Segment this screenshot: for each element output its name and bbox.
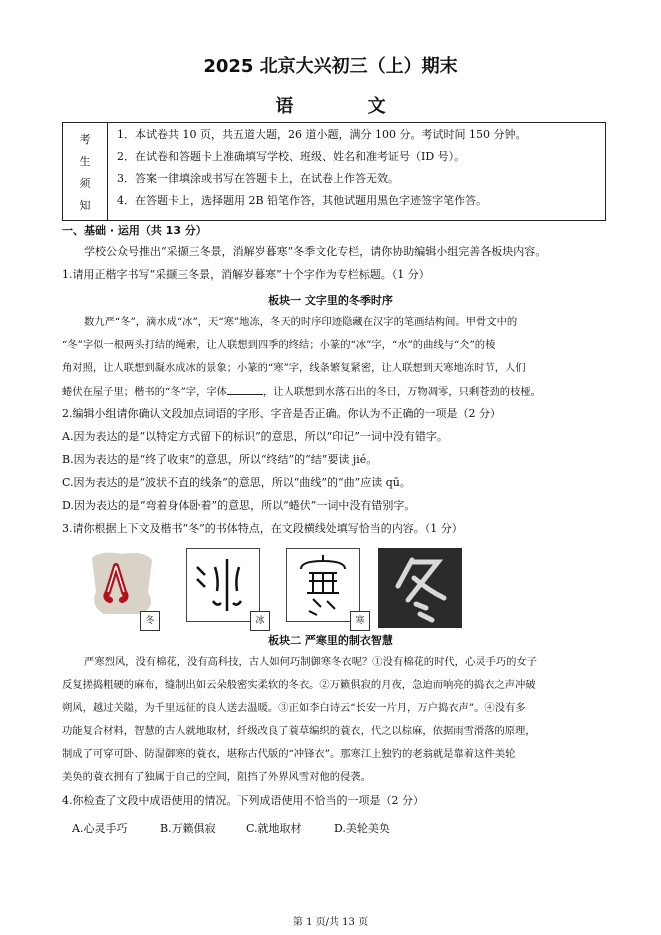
block1-line: 数九严“冬”，滴水成“冰”，天“寒”地冻，冬天的时序印迹隐藏在汉字的笔画结构间。甲骨文中的 [84, 316, 518, 328]
block2-line: 美奂的蓑衣拥有了独属于自己的空间，阻挡了外界风雪对他的侵袭。 [62, 771, 371, 783]
q4-option-b: B.万籁俱寂 [160, 822, 216, 835]
notice-label-column [63, 123, 108, 220]
notice-label-char: 知 [79, 199, 91, 212]
block1-line [62, 384, 541, 399]
image-caption: 寒 [350, 611, 370, 631]
regular-script-dong-rubbing [378, 548, 462, 628]
q4-option-d: D.美轮美奂 [334, 822, 390, 835]
q2-option-c: C.因为表达的是“波状不直的线条”的意思，所以“曲线”的“曲”应读 qū。 [62, 476, 411, 489]
block2-title: 板块二 严寒里的制衣智慧 [268, 634, 393, 647]
notice-item: 2．在试卷和答题卡上准确填写学校、班级、姓名和准考证号（ID 号）。 [117, 150, 466, 163]
block1-title: 板块一 文字里的冬季时序 [268, 294, 393, 307]
block1-line: “冬”字似一根两头打结的绳索，让人联想到四季的终结；小篆的“冰”字，“水”的曲线与“仌”的棱 [62, 339, 496, 351]
question-2: 2.编辑小组请你确认文段加点词语的字形、字音是否正确。你认为不正确的一项是（2 分） [62, 407, 501, 420]
fill-in-blank[interactable] [227, 384, 263, 395]
q4-option-a: A.心灵手巧 [72, 822, 128, 835]
block2-line: 制成了可穿可卧、防湿御寒的蓑衣，堪称古代版的“冲锋衣”。那寒江上独钓的老翁就是靠着这件美轮 [62, 748, 516, 760]
question-4: 4.你检查了文段中成语使用的情况。下列成语使用不恰当的一项是（2 分） [62, 794, 424, 807]
candidate-notice-box [62, 122, 606, 221]
oracle-bone-dong-image [86, 548, 158, 620]
block2-line: 严寒烈风，没有棉花，没有高科技，古人如何巧制御寒冬衣呢？①没有棉花的时代，心灵手巧的女子 [84, 656, 538, 668]
block2-line: 反复搓捣粗硬的麻布，缝制出如云朵般密实柔软的冬衣。②万籁俱寂的月夜，急迫而响亮的捣衣之声冲破 [62, 679, 536, 691]
q2-option-b: B.因为表达的是“终了收束”的意思，所以“终结”的“结”要读 jié。 [62, 453, 378, 466]
notice-label-char: 须 [79, 177, 91, 190]
block1-line-part: 蜷伏在屋子里；楷书的“冬”字，字体 [62, 386, 227, 398]
q4-option-c: C.就地取材 [246, 822, 302, 835]
notice-item: 4．在答题卡上，选择题用 2B 铅笔作答，其他试题用黑色字迹签字笔作答。 [117, 194, 488, 207]
q2-option-d: D.因为表达的是“弯着身体卧着”的意思，所以“蜷伏”一词中没有错别字。 [62, 499, 416, 512]
subject-title: 语 文 [275, 96, 420, 117]
exam-title: 2025 北京大兴初三（上）期末 [203, 56, 458, 77]
question-3: 3.请你根据上下文及楷书“冬”的书体特点，在文段横线处填写恰当的内容。（1 分） [62, 522, 463, 535]
block1-line: 角对照，让人联想到凝水成冰的景象；小篆的“寒”字，线条繁复紧密，让人联想到天寒地冻时节，人们 [62, 362, 526, 374]
image-caption: 冰 [250, 611, 270, 631]
image-caption: 冬 [140, 611, 160, 631]
notice-label-char: 考 [79, 133, 91, 146]
page-footer: 第 1 页/共 13 页 [292, 917, 369, 928]
notice-item: 1．本试卷共 10 页，共五道大题，26 道小题，满分 100 分。考试时间 150 分钟。 [117, 128, 527, 141]
q2-option-a: A.因为表达的是“以特定方式留下的标识”的意思，所以“印记”一词中没有错字。 [62, 430, 448, 443]
question-1: 1.请用正楷字书写“采撷三冬景，消解岁暮寒”十个字作为专栏标题。（1 分） [62, 268, 430, 281]
notice-label-char: 生 [79, 155, 91, 168]
block2-line: 朔风，越过关隘，为千里远征的良人送去温暖。③正如李白诗云“长安一片月，万户捣衣声”。④没有多 [62, 702, 526, 714]
block1-line-part: ，让人联想到水落石出的冬日，万物凋零，只剩苍劲的枝桠。 [262, 386, 541, 398]
seal-script-bing-image [186, 548, 260, 622]
block2-line: 功能复合材料，智慧的古人就地取材，纤级改良了蓑草编织的蓑衣，代之以棕麻，依据雨雪滑落的原理， [62, 725, 536, 737]
section-intro: 学校公众号推出“采撷三冬景，消解岁暮寒”冬季文化专栏，请你协助编辑小组完善各板块内容。 [84, 245, 547, 258]
section-heading: 一、基础 · 运用（共 13 分） [62, 224, 207, 237]
seal-script-han-image [286, 548, 360, 622]
notice-item: 3．答案一律填涂或书写在答题卡上，在试卷上作答无效。 [117, 172, 399, 185]
